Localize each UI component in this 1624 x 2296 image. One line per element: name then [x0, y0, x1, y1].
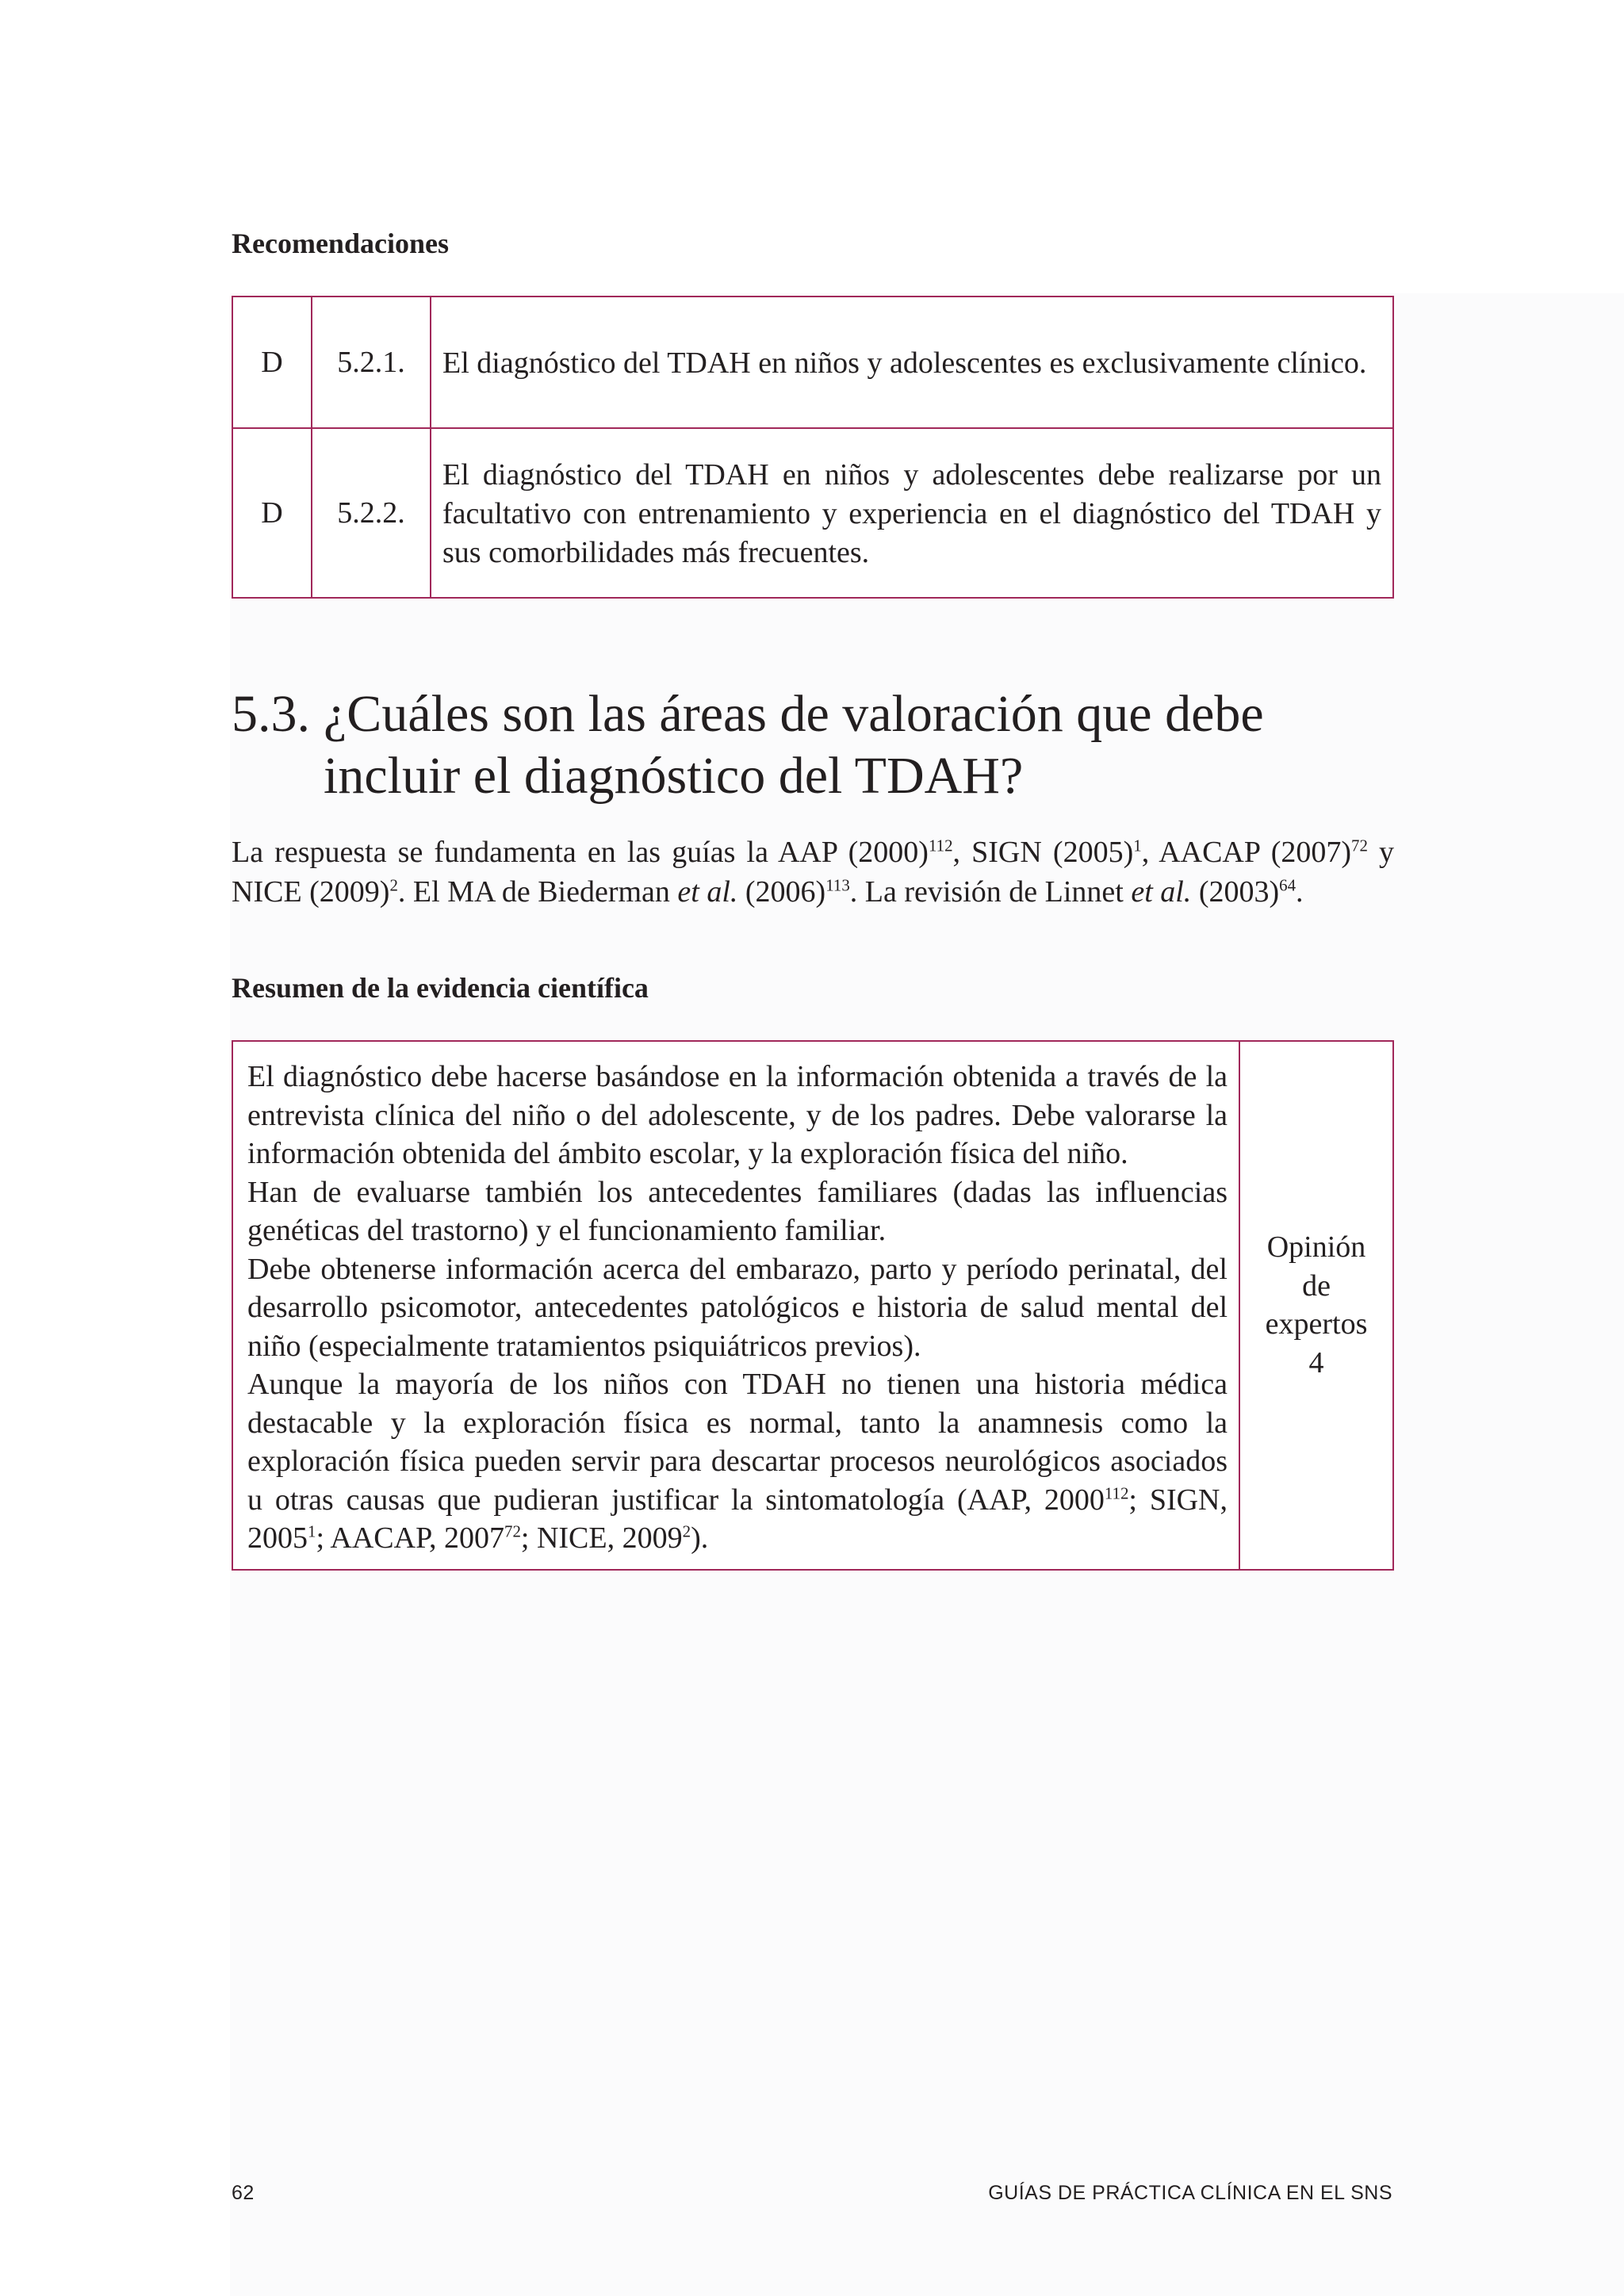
- citation-superscript: 64: [1279, 875, 1297, 895]
- evidence-body: [232, 1041, 1239, 1570]
- evidence-paragraph: Han de evaluarse también los antecedentes familiares (dadas las influencias genéticas del trastorno) y el funcionamiento familiar.: [247, 1175, 1228, 1247]
- table-row: [232, 428, 1393, 598]
- citation-superscript: 113: [825, 875, 850, 895]
- intro-text: . La revisión de Linnet: [849, 875, 1132, 909]
- intro-text: La respuesta se fundamenta en las guías la AAP (2000): [232, 836, 929, 869]
- citation-superscript: 72: [504, 1521, 521, 1541]
- evidence-text: ; AACAP, 2007: [316, 1521, 505, 1555]
- section-title: [232, 683, 1389, 807]
- table-row: [232, 1041, 1393, 1570]
- evidence-level-cell: [1239, 1041, 1393, 1570]
- section-number: 5.3.: [232, 685, 310, 744]
- evidence-text: Aunque la mayoría de los niños con TDAH no tienen una historia médica destacable y la exploración física es normal, tanto la anamnesis como la exploración física pueden servir para descartar procesos neurológicos asociados u otras causas que pudieran justificar la sintomatología (AAP, 2000: [247, 1368, 1228, 1517]
- evidence-level-line: Opinión: [1266, 1230, 1366, 1265]
- citation-superscript: 112: [1104, 1483, 1129, 1502]
- citation-superscript: 2: [389, 875, 398, 895]
- intro-text: , AACAP (2007): [1141, 836, 1352, 869]
- page-number: 62: [232, 2182, 255, 2204]
- evidence-paragraph: [247, 1365, 1228, 1558]
- intro-italic: et al.: [677, 875, 738, 909]
- citation-superscript: 2: [682, 1521, 691, 1541]
- recommendation-number: 5.2.2.: [312, 428, 431, 598]
- section-title-line1: ¿Cuáles son las áreas de valoración que debe: [324, 685, 1264, 744]
- intro-text: y NICE (2009): [232, 836, 1395, 909]
- footer-series-title: GUÍAS DE PRÁCTICA CLÍNICA EN EL SNS: [988, 2182, 1392, 2204]
- evidence-paragraph: Debe obtenerse información acerca del embarazo, parto y período perinatal, del desarrollo psicomotor, antecedentes patológicos e historia de salud mental del niño (especialmente tratamientos psiquiátricos previos).: [247, 1252, 1228, 1363]
- intro-text: , SIGN (2005): [952, 836, 1134, 869]
- recommendation-text: El diagnóstico del TDAH en niños y adolescentes debe realizarse por un facultativo con entrenamiento y experiencia en el diagnóstico del TDAH y sus comorbilidades más frecuentes.: [431, 428, 1393, 598]
- intro-italic: et al.: [1131, 875, 1192, 909]
- evidence-table: [232, 1040, 1394, 1571]
- recommendation-text: El diagnóstico del TDAH en niños y adolescentes es exclusivamente clínico.: [431, 297, 1393, 428]
- citation-superscript: 1: [308, 1521, 316, 1541]
- table-row: [232, 297, 1393, 428]
- intro-text: .: [1296, 875, 1304, 909]
- intro-text: . El MA de Biederman: [397, 875, 678, 909]
- evidence-level-line: de: [1302, 1269, 1331, 1303]
- evidence-heading: Resumen de la evidencia científica: [232, 972, 649, 1004]
- evidence-paragraph: El diagnóstico debe hacerse basándose en la información obtenida a través de la entrevista clínica del niño o del adolescente, y de los padres. Debe valorarse la información obtenida del ámbito escolar, y la exploración física del niño.: [247, 1060, 1228, 1170]
- citation-superscript: 112: [928, 836, 953, 855]
- intro-text: (2003): [1191, 875, 1280, 909]
- section-title-line2: incluir el diagnóstico del TDAH?: [324, 747, 1024, 806]
- grade-cell: D: [232, 428, 312, 598]
- grade-cell: D: [232, 297, 312, 428]
- intro-paragraph: [232, 832, 1394, 912]
- evidence-text: ; NICE, 2009: [520, 1521, 683, 1555]
- intro-text: (2006): [737, 875, 826, 909]
- evidence-text: ).: [691, 1521, 709, 1555]
- recommendation-number: 5.2.1.: [312, 297, 431, 428]
- recommendations-heading: Recomendaciones: [232, 228, 449, 259]
- recommendations-table: [232, 296, 1394, 599]
- evidence-level-line: expertos: [1265, 1307, 1368, 1341]
- evidence-level-line: 4: [1308, 1345, 1324, 1380]
- citation-superscript: 72: [1351, 836, 1368, 855]
- evidence-text: ; SIGN, 2005: [247, 1483, 1228, 1555]
- citation-superscript: 1: [1133, 836, 1142, 855]
